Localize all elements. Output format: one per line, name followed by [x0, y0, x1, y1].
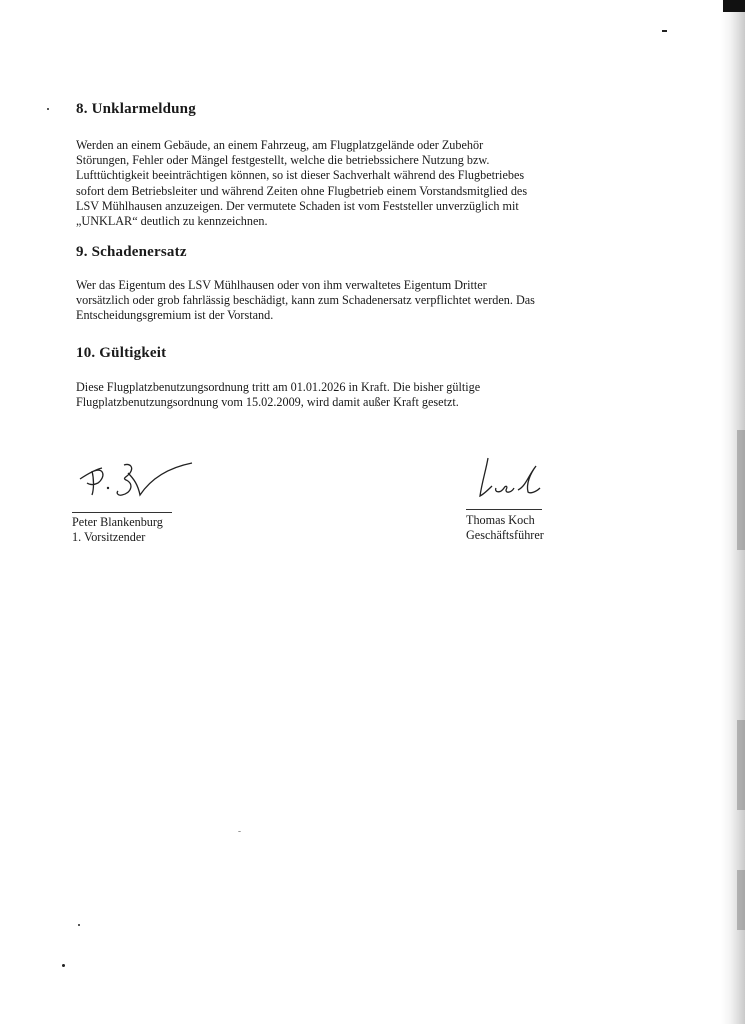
section-heading: 8. Unklarmeldung: [76, 101, 196, 117]
body-line: Wer das Eigentum des LSV Mühlhausen oder von ihm verwaltetes Eigentum Dritter: [76, 278, 487, 292]
scan-speck: [238, 831, 241, 832]
scan-edge-streak: [737, 870, 745, 930]
section-unklarmeldung: [76, 101, 586, 229]
handwritten-signature-manager: [466, 452, 556, 504]
scan-edge-streak: [737, 720, 745, 810]
signer-role: Geschäftsführer: [466, 528, 544, 542]
signature-block-manager: [466, 452, 556, 543]
section-schadenersatz: [76, 244, 586, 324]
signature-line: [72, 512, 172, 513]
body-line: Flugplatzbenutzungsordnung vom 15.02.2009, wird damit außer Kraft gesetzt.: [76, 395, 459, 410]
handwritten-signature-chairman: [72, 455, 202, 507]
signer-name: Peter Blankenburg: [72, 515, 163, 529]
section-heading: 10. Gültigkeit: [76, 345, 167, 361]
scan-corner-mark: [723, 0, 745, 12]
body-line: Lufttüchtigkeit beeinträchtigen können, so ist dieser Sachverhalt während des Flugbetriebes: [76, 168, 525, 183]
body-line: Werden an einem Gebäude, an einem Fahrzeug, am Flugplatzgelände oder Zubehör: [76, 138, 484, 152]
body-line: sofort dem Betriebsleiter und während Zeiten ohne Flugbetrieb einem Vorstandsmitglied des: [76, 183, 528, 198]
signer-name: Thomas Koch: [466, 513, 535, 527]
section-body: [76, 138, 586, 229]
body-line: LSV Mühlhausen anzuzeigen. Der vermutete Schaden ist vom Feststeller unverzüglich mit: [76, 198, 519, 213]
body-line: „UNKLAR“ deutlich zu kennzeichnen.: [76, 214, 268, 229]
section-heading: 9. Schadenersatz: [76, 244, 187, 260]
section-body: [76, 278, 586, 324]
body-line: Störungen, Fehler oder Mängel festgestellt, welche die betriebssichere Nutzung bzw.: [76, 153, 490, 168]
scan-speck: [662, 30, 667, 32]
body-line: vorsätzlich oder grob fahrlässig beschädigt, kann zum Schadenersatz verpflichtet werden. Das: [76, 293, 535, 308]
signature-line: [466, 509, 542, 510]
signer-role: 1. Vorsitzender: [72, 530, 146, 544]
section-body: [76, 380, 586, 410]
body-line: Entscheidungsgremium ist der Vorstand.: [76, 308, 274, 323]
body-line: Diese Flugplatzbenutzungsordnung tritt am 01.01.2026 in Kraft. Die bisher gültige: [76, 380, 481, 394]
section-gueltigkeit: [76, 345, 586, 410]
scan-speck: [62, 964, 65, 967]
scan-edge-streak: [737, 430, 745, 550]
scan-speck: [78, 924, 80, 926]
signature-block-chairman: [72, 455, 202, 545]
scan-speck: [47, 108, 49, 110]
